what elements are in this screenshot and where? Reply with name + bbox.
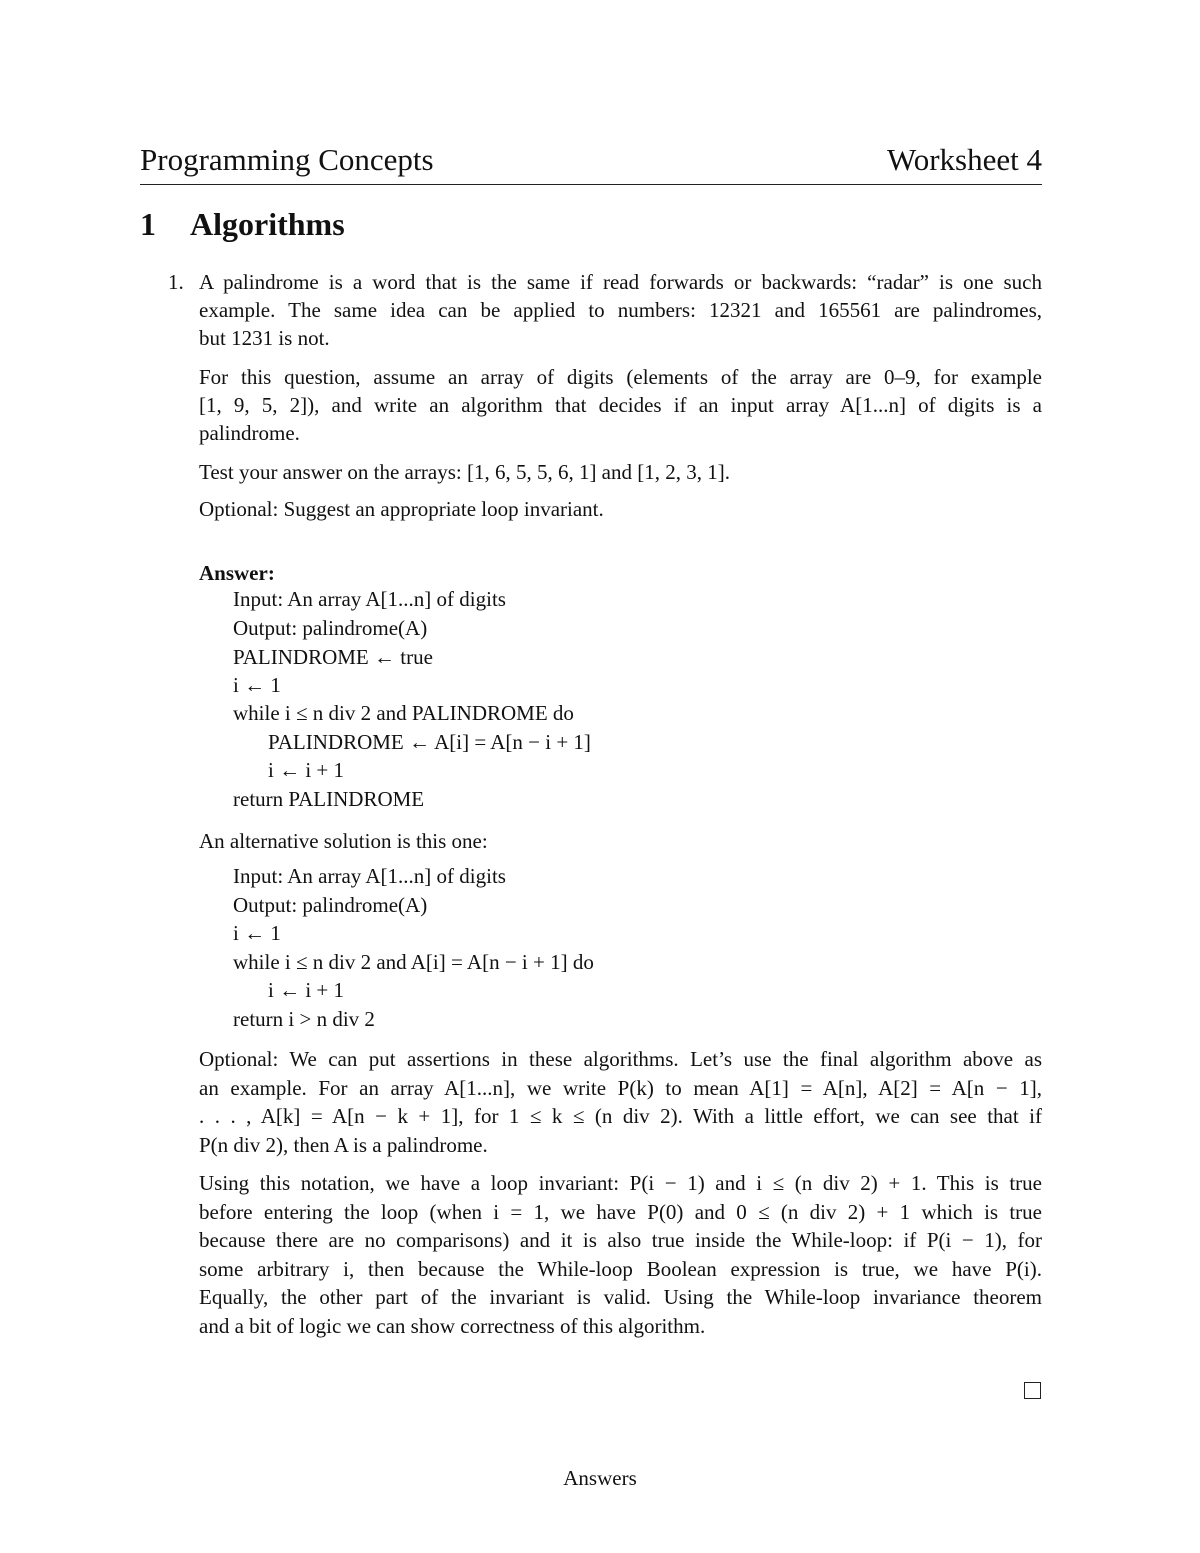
- algo1-increment: i ← i + 1: [268, 758, 345, 782]
- question-optional: Optional: Suggest an appropriate loop invariant.: [199, 497, 604, 521]
- algo2-increment: i ← i + 1: [268, 978, 345, 1002]
- optional-line1: Optional: We can put assertions in these algorithms. Let’s use the final algorithm above as: [199, 1047, 1042, 1071]
- algo1-init-palindrome: PALINDROME ← true: [233, 645, 433, 669]
- invariant-line3: because there are no comparisons) and it is also true inside the While-loop: if P(i − 1), for: [199, 1228, 1042, 1252]
- algo1-return: return PALINDROME: [233, 787, 425, 811]
- invariant-line5: Equally, the other part of the invariant is valid. Using the While-loop invariance theorem: [199, 1285, 1042, 1309]
- optional-line3: . . . , A[k] = A[n − k + 1], for 1 ≤ k ≤ (n div 2). With a little effort, we can see that if: [199, 1104, 1042, 1128]
- invariant-line1: Using this notation, we have a loop invariant: P(i − 1) and i ≤ (n div 2) + 1. This is true: [199, 1171, 1042, 1195]
- question-number: 1.: [168, 270, 184, 294]
- answer-label: Answer:: [199, 561, 275, 585]
- invariant-line6: and a bit of logic we can show correctness of this algorithm.: [199, 1314, 706, 1338]
- optional-line2: an example. For an array A[1...n], we write P(k) to mean A[1] = A[n], A[2] = A[n − 1],: [199, 1076, 1042, 1100]
- algo2-input: Input: An array A[1...n] of digits: [233, 864, 506, 888]
- section-number: 1: [140, 206, 156, 242]
- algo2-output: Output: palindrome(A): [233, 893, 428, 917]
- worksheet-title: Worksheet 4: [886, 142, 1042, 177]
- qed-square: [1024, 1382, 1041, 1399]
- algo1-while: while i ≤ n div 2 and PALINDROME do: [233, 701, 574, 725]
- algo2-while: while i ≤ n div 2 and A[i] = A[n − i + 1] do: [233, 950, 594, 974]
- invariant-line2: before entering the loop (when i = 1, we have P(0) and 0 ≤ (n div 2) + 1 which is true: [199, 1200, 1042, 1224]
- algo1-init-i: i ← 1: [233, 673, 281, 697]
- algo2-return: return i > n div 2: [233, 1007, 375, 1031]
- page-footer: Answers: [563, 1466, 637, 1490]
- question-p2-line3: palindrome.: [199, 421, 300, 445]
- question-p2-line1: For this question, assume an array of digits (elements of the array are 0–9, for example: [199, 365, 1042, 389]
- alt-intro: An alternative solution is this one:: [199, 829, 488, 853]
- algo1-update-palindrome: PALINDROME ← A[i] = A[n − i + 1]: [268, 730, 591, 754]
- optional-line4: P(n div 2), then A is a palindrome.: [199, 1133, 488, 1157]
- section-title: Algorithms: [190, 206, 345, 242]
- section-heading: [140, 206, 345, 243]
- question-p2-line2: [1, 9, 5, 2]), and write an algorithm that decides if an input array A[1...n] of digits is a: [199, 393, 1042, 417]
- course-title: Programming Concepts: [140, 142, 434, 177]
- invariant-line4: some arbitrary i, then because the While-loop Boolean expression is true, we have P(i).: [199, 1257, 1042, 1281]
- question-test-arrays: Test your answer on the arrays: [1, 6, 5, 5, 6, 1] and [1, 2, 3, 1].: [199, 460, 730, 484]
- question-p1-line3: but 1231 is not.: [199, 326, 330, 350]
- algo1-input: Input: An array A[1...n] of digits: [233, 587, 506, 611]
- algo1-output: Output: palindrome(A): [233, 616, 428, 640]
- question-p1-line2: example. The same idea can be applied to numbers: 12321 and 165561 are palindromes,: [199, 298, 1042, 322]
- question-p1-line1: A palindrome is a word that is the same if read forwards or backwards: “radar” is one such: [199, 270, 1042, 294]
- algo2-init-i: i ← 1: [233, 921, 281, 945]
- page-header: [140, 142, 1042, 185]
